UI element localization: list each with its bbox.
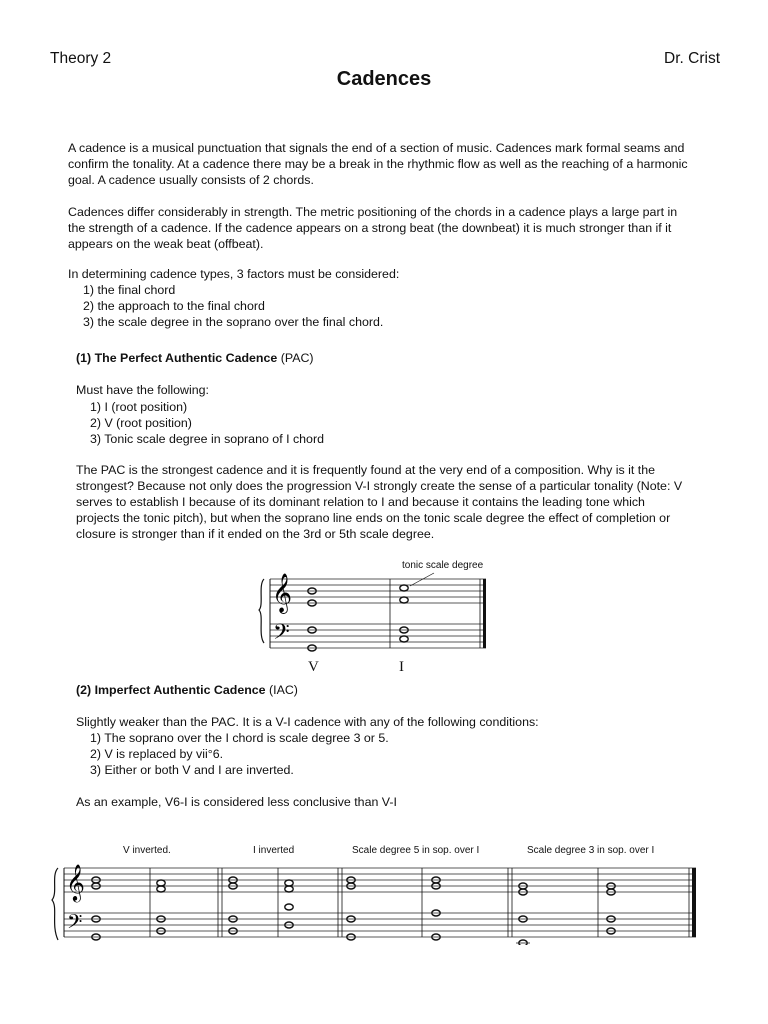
- iac-staff-system: [50, 860, 700, 945]
- factors-intro: In determining cadence types, 3 factors must be considered:: [68, 267, 400, 281]
- pac-requirement-1: 1) I (root position): [90, 400, 188, 414]
- intro-paragraph-2: Cadences differ considerably in strength. The metric positioning of the chords in a cadence plays a large part in the strength of a cadence. If the cadence appears on a strong beat (the downbeat) it is much stronger than if it appears on the weak beat (offbeat).: [68, 205, 678, 251]
- iac-heading: [76, 682, 298, 698]
- iac-label-degree-3: Scale degree 3 in sop. over I: [527, 845, 655, 856]
- pac-bass-staff: [270, 624, 486, 648]
- bass-clef-icon: 𝄢: [67, 910, 83, 938]
- iac-intro: Slightly weaker than the PAC. It is a V-I cadence with any of the following conditions:: [76, 715, 539, 729]
- iac-label-i-inverted: I inverted: [253, 845, 295, 856]
- iac-label-degree-5: Scale degree 5 in sop. over I: [352, 845, 480, 856]
- iac-final-barline-thick: [692, 868, 696, 937]
- iac-condition-1: 1) The soprano over the I chord is scale degree 3 or 5.: [90, 731, 389, 745]
- pac-music-example: [258, 565, 498, 660]
- pac-heading-abbr: (PAC): [277, 351, 314, 365]
- treble-clef-icon: 𝄞: [66, 863, 85, 901]
- iac-example-3-chords: [347, 877, 440, 940]
- pac-must-have: Must have the following:: [76, 383, 209, 397]
- roman-numeral-i: I: [399, 659, 404, 675]
- iac-barlines: [150, 868, 689, 937]
- pac-requirement-3: 3) Tonic scale degree in soprano of I chord: [90, 432, 324, 446]
- pac-heading-title: (1) The Perfect Authentic Cadence: [76, 351, 278, 365]
- tonic-scale-degree-label: tonic scale degree: [402, 560, 484, 571]
- pac-explanation: The PAC is the strongest cadence and it is frequently found at the very end of a composition. Why is it the strongest? Because not only does the progression V-I strongly create the sense of a particular tonality (Note: V serves to establish I because of its dominant relation to I and because it contains the leading tone which projects the tonic pitch), but when the soprano line ends on the tonic scale degree the effect of completion or closure is stronger than if it ended on the 3rd or 5th scale degree.: [76, 463, 683, 541]
- course-name: Theory 2: [50, 50, 112, 67]
- factor-item-1: 1) the final chord: [83, 283, 176, 297]
- pac-final-barline-thick: [483, 579, 486, 648]
- pac-i-chord: [400, 585, 408, 642]
- iac-condition-2: 2) V is replaced by vii°6.: [90, 747, 224, 761]
- pac-v-chord: [308, 588, 316, 651]
- instructor-name: Dr. Crist: [664, 50, 720, 67]
- pac-brace: [259, 579, 264, 643]
- bass-clef-icon: 𝄢: [273, 620, 290, 650]
- iac-condition-3: 3) Either or both V and I are inverted.: [90, 763, 294, 777]
- iac-example-1-chords: [92, 877, 165, 940]
- treble-clef-icon: 𝄞: [272, 573, 293, 613]
- pac-requirement-2: 2) V (root position): [90, 416, 192, 430]
- iac-heading-abbr: (IAC): [265, 683, 298, 697]
- intro-paragraph-1: A cadence is a musical punctuation that signals the end of a section of music. Cadences mark formal seams and confirm the tonality. At a cadence there may be a break in the rhythmic flow as well as the reaching of a harmonic goal. A cadence usually consists of 2 chords.: [68, 141, 688, 187]
- pac-treble-staff: [270, 579, 486, 603]
- iac-example: As an example, V6-I is considered less conclusive than V-I: [76, 795, 397, 809]
- pac-heading: [76, 350, 314, 366]
- factor-item-2: 2) the approach to the final chord: [83, 299, 265, 313]
- iac-label-v-inverted: V inverted.: [123, 845, 171, 856]
- roman-numeral-v: V: [308, 659, 319, 675]
- factor-item-3: 3) the scale degree in the soprano over the final chord.: [83, 315, 384, 329]
- iac-music-example: [50, 860, 700, 950]
- annotation-pointer: [410, 573, 434, 586]
- iac-heading-title: (2) Imperfect Authentic Cadence: [76, 683, 266, 697]
- pac-staff-system: [258, 565, 498, 655]
- iac-example-2-chords: [229, 877, 293, 934]
- page-title: Cadences: [336, 68, 432, 90]
- iac-brace: [52, 868, 58, 940]
